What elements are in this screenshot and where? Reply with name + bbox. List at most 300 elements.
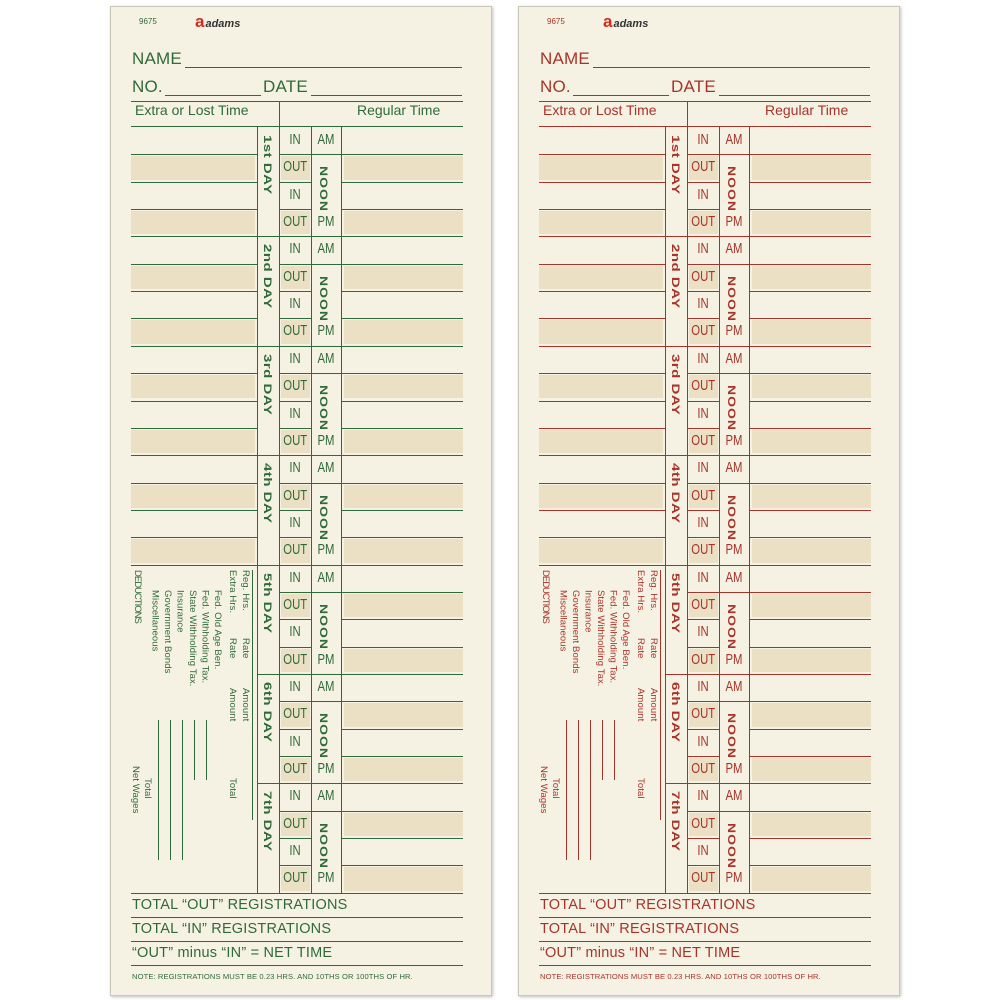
regular-row-line — [341, 209, 463, 210]
deductions-title: DEDUCTIONS — [132, 570, 143, 623]
extra-row-line — [539, 182, 665, 183]
io-cell-label: IN — [697, 186, 709, 203]
io-cell-label: OUT — [283, 706, 308, 723]
io-row-line — [279, 537, 311, 538]
name-field — [185, 67, 462, 68]
deduction-entry-line — [170, 720, 171, 860]
extra-row-line — [131, 209, 257, 210]
noon-label: NOON — [317, 494, 331, 541]
total-label: Total — [227, 778, 238, 799]
rate-label-2: Rate — [227, 638, 238, 659]
day-label: 4th DAY — [669, 463, 682, 524]
io-row-line — [279, 264, 311, 265]
deduction-entry-line — [578, 720, 579, 860]
io-cell-label: OUT — [283, 214, 308, 231]
adams-logo-icon: a — [195, 12, 205, 31]
io-cell-label: IN — [697, 569, 709, 586]
ap-row-line — [719, 264, 749, 265]
ampm-cell-label: PM — [317, 542, 335, 559]
ampm-cell-label: PM — [317, 870, 335, 887]
extra-row-line — [131, 537, 257, 538]
regular-row-line — [749, 182, 871, 183]
extra-row-line — [131, 291, 257, 292]
ap-row-line — [719, 455, 749, 456]
io-row-line — [257, 346, 311, 347]
io-row-line — [257, 565, 311, 566]
io-row-line — [687, 510, 719, 511]
ap-row-line — [311, 483, 341, 484]
extra-row-line — [539, 510, 665, 511]
extra-row-line — [131, 428, 257, 429]
day-label: 5th DAY — [669, 572, 682, 634]
regular-row-line — [341, 428, 463, 429]
deduction-item: Government Bonds — [570, 590, 581, 674]
io-cell-label: IN — [697, 733, 709, 750]
amount-label: Amount — [240, 688, 251, 722]
regular-row-line — [341, 236, 463, 237]
io-cell-label: OUT — [283, 761, 308, 778]
form-code-label: 9675 — [547, 17, 565, 26]
net-time-row: “OUT” minus “IN” = NET TIME — [540, 944, 741, 961]
date-field — [311, 95, 462, 96]
regular-time-header: Regular Time — [765, 102, 849, 118]
extra-row-line — [131, 483, 257, 484]
date-label: DATE — [671, 77, 716, 96]
io-row-line — [687, 838, 719, 839]
deduction-entry-line — [182, 720, 183, 860]
extra-row-line — [539, 537, 665, 538]
logo-text: adams — [205, 18, 241, 30]
ampm-cell-label: AM — [725, 350, 743, 367]
extra-time-slot — [539, 156, 663, 179]
regular-row-line — [341, 455, 463, 456]
name-label: NAME — [540, 49, 590, 68]
extra-lost-time-header: Extra or Lost Time — [135, 102, 249, 118]
io-cell-label: OUT — [691, 432, 716, 449]
io-cell-label: OUT — [283, 323, 308, 340]
extra-time-slot — [131, 539, 255, 562]
deduction-item: Miscellaneous — [149, 590, 161, 652]
io-cell-label: IN — [697, 460, 709, 477]
regular-row-line — [749, 346, 871, 347]
regular-time-slot — [752, 430, 871, 453]
ampm-cell-label: PM — [725, 323, 743, 340]
ap-row-line — [719, 236, 749, 237]
ap-row-line — [719, 154, 749, 155]
ap-row-line — [719, 811, 749, 812]
regular-time-slot — [344, 649, 463, 672]
grid-column-line — [749, 127, 750, 893]
extra-time-slot — [539, 266, 663, 289]
regular-row-line — [749, 701, 871, 702]
regular-row-line — [341, 756, 463, 757]
totals-line — [131, 965, 463, 966]
ap-row-line — [311, 346, 341, 347]
total-out-registrations: TOTAL “OUT” REGISTRATIONS — [540, 896, 756, 913]
io-row-line — [687, 401, 719, 402]
extra-time-slot — [539, 485, 663, 508]
extra-time-slot — [539, 539, 663, 562]
ampm-cell-label: PM — [317, 323, 335, 340]
extra-time-slot — [131, 156, 255, 179]
ap-row-line — [311, 236, 341, 237]
day-label: 4th DAY — [261, 463, 274, 524]
deduction-item: Miscellaneous — [557, 590, 569, 652]
regular-row-line — [749, 674, 871, 675]
deduction-entry-line — [602, 720, 603, 780]
regular-row-line — [341, 729, 463, 730]
regular-time-slot — [344, 485, 463, 508]
deduction-entry-line — [566, 720, 567, 860]
io-cell-label: OUT — [283, 815, 308, 832]
io-cell-label: IN — [697, 132, 709, 148]
regular-row-line — [341, 647, 463, 648]
extra-row-line — [539, 264, 665, 265]
io-row-line — [279, 756, 311, 757]
ampm-cell-label: AM — [725, 241, 743, 258]
adams-logo — [603, 12, 648, 32]
noon-label: NOON — [725, 494, 739, 541]
io-cell-label: OUT — [691, 815, 716, 832]
header-divider — [279, 101, 280, 127]
regular-row-line — [341, 811, 463, 812]
regular-row-line — [749, 811, 871, 812]
day-label: 7th DAY — [669, 791, 682, 852]
io-row-line — [279, 647, 311, 648]
regular-time-slot — [752, 594, 871, 617]
totals-line — [539, 917, 871, 918]
io-cell-label: OUT — [691, 761, 716, 778]
regular-time-slot — [752, 211, 871, 234]
io-cell-label: OUT — [283, 870, 308, 887]
ap-row-line — [311, 373, 341, 374]
extra-row-line — [131, 318, 257, 319]
io-cell-label: OUT — [283, 159, 308, 176]
amount-label-2: Amount — [635, 688, 646, 722]
io-row-line — [257, 455, 311, 456]
regular-row-line — [341, 401, 463, 402]
ap-row-line — [311, 592, 341, 593]
noon-label: NOON — [317, 275, 331, 322]
io-cell-label: IN — [697, 350, 709, 367]
io-row-line — [279, 811, 311, 812]
ampm-cell-label: AM — [725, 788, 743, 805]
regular-row-line — [341, 592, 463, 593]
io-row-line — [665, 346, 719, 347]
regular-row-line — [749, 401, 871, 402]
extra-hrs-label: Extra Hrs. — [227, 570, 238, 614]
registrations-note: NOTE: REGISTRATIONS MUST BE 0.23 HRS. AND 10THS OR 100THS OF HR. — [132, 972, 413, 981]
regular-row-line — [341, 619, 463, 620]
totals-line — [539, 965, 871, 966]
extra-row-line — [131, 236, 257, 237]
regular-row-line — [341, 483, 463, 484]
io-cell-label: IN — [697, 624, 709, 641]
regular-row-line — [749, 209, 871, 210]
deduction-divider-line — [660, 570, 661, 820]
day-label: 3rd DAY — [669, 353, 682, 416]
header-bottom-line — [131, 126, 463, 127]
io-cell-label: IN — [289, 569, 301, 586]
deduction-item: Fed. Old Age Ben. — [212, 590, 223, 670]
extra-row-line — [131, 510, 257, 511]
io-row-line — [257, 783, 311, 784]
deduction-entry-line — [614, 720, 615, 780]
io-row-line — [279, 483, 311, 484]
regular-time-slot — [344, 320, 463, 343]
io-row-line — [279, 318, 311, 319]
day-label: 5th DAY — [261, 572, 274, 634]
grid-column-line — [687, 127, 688, 893]
ampm-cell-label: AM — [725, 679, 743, 695]
total-label: Total — [635, 778, 646, 799]
grid-column-line — [279, 127, 280, 893]
reg-hrs-label: Reg. Hrs. — [240, 570, 251, 612]
io-cell-label: IN — [697, 788, 709, 805]
regular-row-line — [341, 346, 463, 347]
name-field — [593, 67, 870, 68]
io-cell-label: OUT — [283, 378, 308, 395]
regular-row-line — [341, 537, 463, 538]
io-cell-label: OUT — [283, 542, 308, 559]
regular-row-line — [341, 182, 463, 183]
number-field — [573, 95, 669, 96]
time-card-red — [518, 6, 900, 996]
extra-row-line — [539, 373, 665, 374]
io-cell-label: OUT — [691, 378, 716, 395]
extra-row-line — [539, 154, 665, 155]
io-row-line — [665, 565, 719, 566]
io-row-line — [279, 701, 311, 702]
deduction-entry-line — [590, 720, 591, 860]
io-row-line — [257, 674, 311, 675]
io-cell-label: OUT — [691, 487, 716, 504]
regular-row-line — [749, 455, 871, 456]
io-cell-label: IN — [697, 679, 709, 695]
regular-time-slot — [344, 703, 463, 726]
io-cell-label: OUT — [283, 596, 308, 613]
io-cell-label: OUT — [691, 323, 716, 340]
ampm-cell-label: PM — [317, 432, 335, 449]
io-cell-label: OUT — [283, 268, 308, 285]
logo-text: adams — [613, 18, 649, 30]
total-in-registrations: TOTAL “IN” REGISTRATIONS — [132, 920, 332, 937]
day-label: 6th DAY — [669, 682, 682, 743]
regular-row-line — [341, 510, 463, 511]
deduction-entry-line — [158, 720, 159, 860]
name-label: NAME — [132, 49, 182, 68]
regular-row-line — [749, 619, 871, 620]
extra-row-line — [131, 455, 257, 456]
io-row-line — [279, 865, 311, 866]
regular-time-slot — [752, 867, 871, 890]
regular-row-line — [749, 865, 871, 866]
ap-row-line — [719, 701, 749, 702]
io-row-line — [687, 373, 719, 374]
ampm-cell-label: PM — [317, 761, 335, 778]
ap-row-line — [719, 373, 749, 374]
io-row-line — [279, 291, 311, 292]
totals-line — [539, 941, 871, 942]
io-row-line — [687, 182, 719, 183]
regular-time-slot — [344, 430, 463, 453]
regular-row-line — [749, 373, 871, 374]
day-label: 6th DAY — [261, 682, 274, 743]
reg-hrs-label: Reg. Hrs. — [648, 570, 659, 612]
ap-row-line — [311, 154, 341, 155]
regular-row-line — [749, 428, 871, 429]
extra-row-line — [539, 291, 665, 292]
ampm-cell-label: AM — [725, 132, 743, 148]
regular-row-line — [749, 291, 871, 292]
io-cell-label: IN — [697, 843, 709, 860]
ampm-cell-label: AM — [317, 350, 335, 367]
ampm-cell-label: PM — [725, 214, 743, 231]
extra-time-slot — [131, 430, 255, 453]
totals-line — [131, 917, 463, 918]
totals-top-line — [539, 893, 871, 894]
amount-label-2: Amount — [227, 688, 238, 722]
io-cell-label: OUT — [691, 651, 716, 668]
ap-row-line — [311, 264, 341, 265]
io-row-line — [687, 756, 719, 757]
noon-label: NOON — [317, 166, 331, 213]
noon-label: NOON — [725, 385, 739, 432]
header-top-line — [131, 101, 463, 102]
net-wages-label: Net Wages — [538, 766, 549, 814]
io-row-line — [687, 647, 719, 648]
io-row-line — [279, 401, 311, 402]
regular-row-line — [341, 291, 463, 292]
ampm-cell-label: PM — [317, 651, 335, 668]
ampm-cell-label: AM — [725, 460, 743, 477]
deduction-item: Fed. Old Age Ben. — [620, 590, 631, 670]
io-cell-label: IN — [697, 514, 709, 531]
day-label: 3rd DAY — [261, 353, 274, 416]
ampm-cell-label: PM — [725, 870, 743, 887]
regular-time-slot — [344, 594, 463, 617]
io-row-line — [279, 428, 311, 429]
extra-hrs-label: Extra Hrs. — [635, 570, 646, 614]
day-label: 1st DAY — [669, 135, 682, 195]
ap-row-line — [719, 565, 749, 566]
noon-label: NOON — [317, 385, 331, 432]
regular-time-slot — [752, 649, 871, 672]
noon-label: NOON — [317, 822, 331, 869]
regular-row-line — [341, 865, 463, 866]
ampm-cell-label: AM — [317, 132, 335, 148]
io-row-line — [687, 291, 719, 292]
io-cell-label: IN — [289, 405, 301, 422]
extra-row-line — [131, 373, 257, 374]
extra-row-line — [539, 318, 665, 319]
io-row-line — [257, 236, 311, 237]
io-row-line — [665, 674, 719, 675]
noon-label: NOON — [725, 713, 739, 760]
extra-row-line — [131, 565, 257, 566]
ap-row-line — [719, 783, 749, 784]
regular-row-line — [749, 592, 871, 593]
regular-row-line — [749, 264, 871, 265]
deduction-item: State Withholding Tax. — [187, 590, 198, 687]
extra-time-slot — [539, 320, 663, 343]
total-label-3: Total — [550, 778, 561, 799]
io-row-line — [687, 264, 719, 265]
date-label: DATE — [263, 77, 308, 96]
registrations-note: NOTE: REGISTRATIONS MUST BE 0.23 HRS. AND 10THS OR 100THS OF HR. — [540, 972, 821, 981]
ampm-cell-label: PM — [725, 432, 743, 449]
noon-label: NOON — [725, 275, 739, 322]
io-cell-label: OUT — [283, 651, 308, 668]
extra-time-slot — [131, 266, 255, 289]
ap-row-line — [311, 701, 341, 702]
io-cell-label: IN — [289, 514, 301, 531]
extra-row-line — [131, 346, 257, 347]
io-row-line — [687, 811, 719, 812]
io-cell-label: OUT — [691, 542, 716, 559]
header-bottom-line — [539, 126, 871, 127]
io-row-line — [687, 428, 719, 429]
deduction-item: Government Bonds — [162, 590, 173, 674]
deduction-entry-line — [194, 720, 195, 780]
io-cell-label: IN — [289, 733, 301, 750]
regular-row-line — [341, 318, 463, 319]
io-cell-label: OUT — [691, 706, 716, 723]
ampm-cell-label: PM — [317, 214, 335, 231]
regular-time-slot — [752, 485, 871, 508]
io-row-line — [279, 373, 311, 374]
deduction-entry-line — [206, 720, 207, 780]
extra-row-line — [131, 182, 257, 183]
deduction-item: Fed. Withholding Tax. — [607, 590, 619, 684]
ap-row-line — [311, 674, 341, 675]
extra-row-line — [131, 264, 257, 265]
io-cell-label: IN — [289, 788, 301, 805]
regular-row-line — [341, 701, 463, 702]
ap-row-line — [311, 565, 341, 566]
regular-time-slot — [752, 813, 871, 836]
io-row-line — [665, 236, 719, 237]
ampm-cell-label: AM — [317, 788, 335, 805]
io-cell-label: OUT — [283, 487, 308, 504]
regular-time-slot — [752, 320, 871, 343]
noon-label: NOON — [317, 713, 331, 760]
io-cell-label: IN — [289, 460, 301, 477]
extra-time-slot — [131, 375, 255, 398]
regular-row-line — [749, 783, 871, 784]
deduction-item: Fed. Withholding Tax. — [199, 590, 211, 684]
noon-label: NOON — [725, 822, 739, 869]
io-cell-label: IN — [289, 679, 301, 695]
regular-time-slot — [752, 266, 871, 289]
regular-row-line — [749, 756, 871, 757]
regular-row-line — [341, 783, 463, 784]
number-label: NO. — [540, 77, 571, 96]
deductions-title: DEDUCTIONS — [540, 570, 551, 623]
ap-row-line — [311, 811, 341, 812]
grid-column-line — [311, 127, 312, 893]
io-cell-label: IN — [697, 405, 709, 422]
io-row-line — [279, 592, 311, 593]
extra-row-line — [539, 455, 665, 456]
io-cell-label: OUT — [691, 596, 716, 613]
regular-row-line — [341, 264, 463, 265]
regular-row-line — [749, 236, 871, 237]
ap-row-line — [719, 674, 749, 675]
regular-row-line — [341, 838, 463, 839]
amount-label: Amount — [648, 688, 659, 722]
net-wages-label: Net Wages — [130, 766, 141, 814]
